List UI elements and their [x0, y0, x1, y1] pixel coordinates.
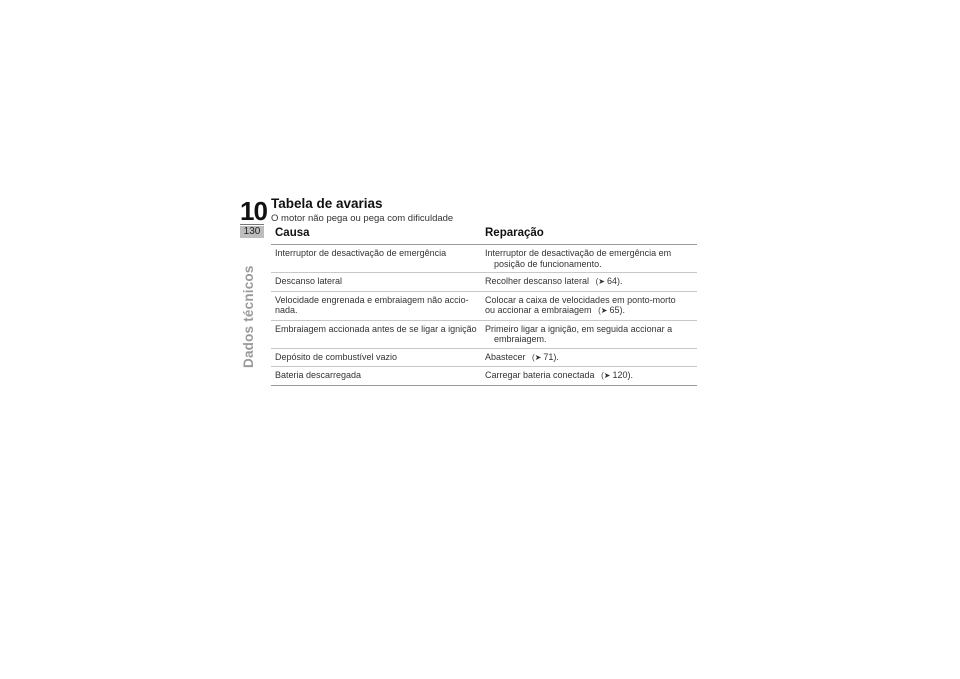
fix-text: Abastecer	[485, 351, 526, 362]
page-ref-arrow-icon: (➤	[598, 306, 608, 315]
table-row	[271, 367, 697, 386]
page-ref-arrow-icon: (➤	[532, 352, 542, 362]
header-fix: Reparação	[485, 227, 544, 239]
fix-text: Primeiro ligar a ignição, em seguida accionar a	[485, 323, 673, 334]
cause-text-cont: nada.	[275, 305, 298, 315]
fix-cell	[477, 248, 697, 269]
page-content	[271, 196, 697, 386]
cause-cell: Descanso lateral	[275, 276, 343, 286]
section-subtitle: O motor não pega ou pega com dificuldade	[271, 213, 454, 224]
cause-cell: Bateria descarregada	[275, 370, 362, 380]
chapter-marker	[240, 196, 267, 238]
table-header	[271, 226, 697, 245]
page-ref[interactable]: 120).	[612, 370, 633, 380]
fix-text-cont: embraiagem.	[494, 334, 547, 344]
fix-cell	[477, 324, 697, 345]
cause-text: Velocidade engrenada e embraiagem não accio-	[275, 294, 469, 305]
fix-cell	[477, 352, 697, 364]
cause-cell: Interruptor de desactivação de emergência	[275, 248, 447, 258]
section-title: Tabela de avarias	[271, 196, 383, 211]
fix-cell	[477, 295, 697, 317]
chapter-side-label: Dados técnicos	[241, 265, 256, 368]
fix-text-cont: posição de funcionamento.	[494, 258, 602, 269]
fix-text: Recolher descanso lateral	[485, 276, 590, 286]
page-ref[interactable]: 65).	[609, 305, 625, 315]
fix-text: Interruptor de desactivação de emergência em	[485, 248, 672, 258]
cause-cell: Depósito de combustível vazio	[275, 351, 398, 362]
page-number: 130	[240, 226, 264, 238]
cause-cell: Embraiagem accionada antes de se ligar a ignição	[275, 323, 477, 334]
cause-cell	[271, 295, 477, 317]
chapter-number: 10	[240, 196, 267, 226]
page-ref-arrow-icon: (➤	[595, 277, 605, 286]
fix-text: Colocar a caixa de velocidades em ponto-morto	[485, 294, 676, 305]
table-row	[271, 292, 697, 321]
fix-text-cont: ou accionar a embraiagem	[485, 305, 592, 315]
page-ref[interactable]: 71).	[543, 351, 559, 362]
fix-cell	[477, 276, 697, 288]
page-ref-arrow-icon: (➤	[601, 371, 611, 380]
page-ref[interactable]: 64).	[606, 276, 623, 286]
header-cause: Causa	[275, 227, 310, 239]
table-row	[271, 245, 697, 273]
table-row	[271, 273, 697, 292]
table-row	[271, 321, 697, 349]
fix-text: Carregar bateria conectada	[485, 370, 595, 380]
table-body	[271, 245, 697, 386]
fix-cell	[477, 370, 697, 382]
table-row	[271, 349, 697, 368]
